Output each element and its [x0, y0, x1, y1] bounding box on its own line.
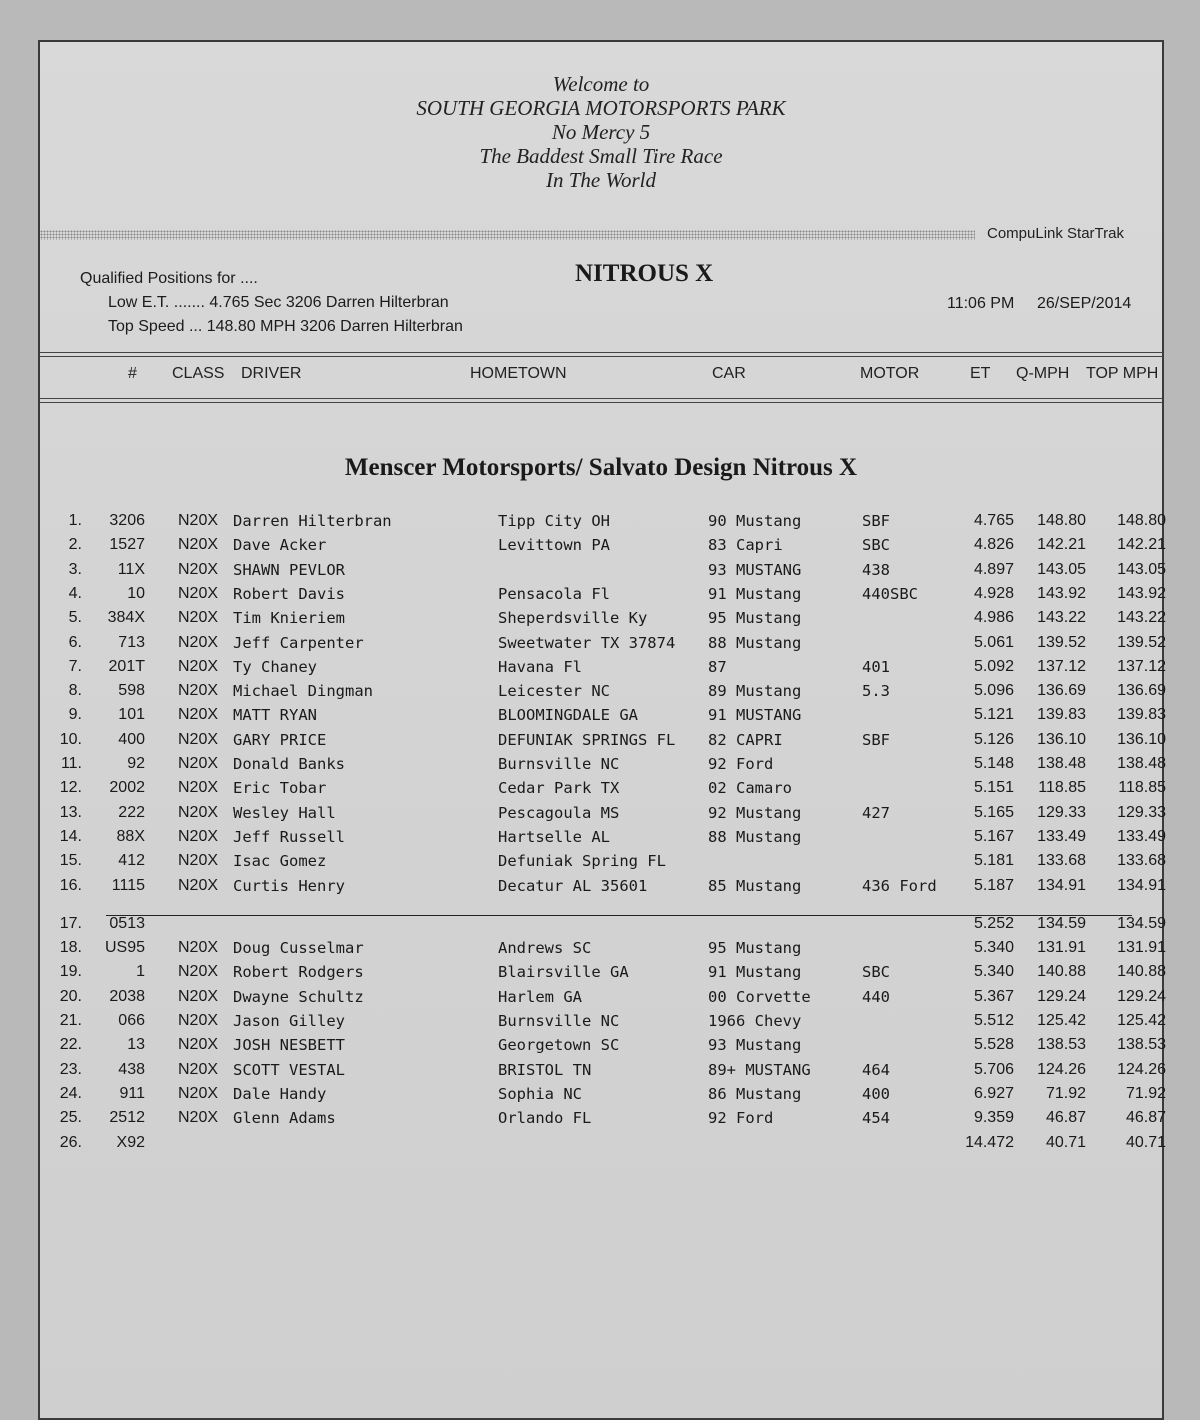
- row-position: 10.: [59, 730, 82, 748]
- qmph-value: 143.92: [1037, 584, 1086, 602]
- top-mph-value: 118.85: [1118, 779, 1166, 797]
- qmph-value: 131.91: [1037, 939, 1086, 957]
- table-row: [40, 560, 1166, 585]
- et-value: 5.512: [973, 1012, 1014, 1029]
- driver-name: Jeff Russell: [233, 827, 345, 846]
- top-mph-value: 139.83: [1117, 706, 1166, 724]
- driver-name: Doug Cusselmar: [233, 939, 364, 958]
- top-mph-value: 71.92: [1125, 1084, 1166, 1102]
- et-value: 5.126: [973, 730, 1014, 748]
- row-position: 13.: [59, 803, 82, 821]
- table-row: [40, 584, 1166, 609]
- row-position: 2.: [68, 536, 82, 554]
- qmph-value: 148.80: [1037, 512, 1086, 529]
- et-value: 4.765: [973, 512, 1014, 529]
- et-value: 5.121: [973, 706, 1014, 724]
- top-mph-value: 143.05: [1117, 560, 1166, 578]
- car-model: 92 Ford: [708, 755, 774, 773]
- row-position: 23.: [59, 1060, 82, 1078]
- table-row: [40, 939, 1166, 963]
- class-code: N20X: [178, 852, 219, 870]
- table-row: [40, 1084, 1166, 1109]
- hometown: Hartselle AL: [498, 827, 610, 846]
- et-value: 5.340: [973, 963, 1014, 981]
- car-number: 438: [118, 1060, 145, 1078]
- car-number: 1527: [109, 536, 145, 554]
- top-mph-value: 148.80: [1117, 512, 1166, 529]
- motor: 454: [862, 1109, 890, 1128]
- qmph-value: 71.92: [1045, 1084, 1086, 1102]
- class-code: N20X: [178, 803, 219, 821]
- row-position: 12.: [59, 779, 82, 797]
- driver-name: Curtis Henry: [233, 876, 345, 895]
- qmph-value: 140.88: [1037, 963, 1086, 981]
- top-mph-value: 142.21: [1117, 536, 1166, 554]
- et-value: 5.148: [973, 755, 1014, 772]
- class-code: N20X: [178, 755, 219, 772]
- car-model: 1966 Chevy: [708, 1012, 802, 1030]
- qmph-value: 40.71: [1045, 1133, 1086, 1151]
- class-code: N20X: [178, 657, 219, 675]
- table-row: [40, 706, 1166, 730]
- table-row: [40, 987, 1166, 1012]
- hometown: Burnsville NC: [498, 755, 620, 773]
- qmph-value: 134.91: [1037, 876, 1086, 894]
- top-mph-value: 134.91: [1117, 876, 1166, 894]
- motor: SBF: [862, 730, 890, 749]
- motor: SBF: [862, 512, 890, 530]
- car-model: 92 Ford: [708, 1109, 774, 1128]
- driver-name: Jeff Carpenter: [233, 633, 364, 652]
- table-row: [40, 914, 1166, 939]
- et-value: 5.061: [973, 633, 1014, 651]
- row-position: 19.: [59, 963, 82, 981]
- top-mph-value: 124.26: [1117, 1060, 1166, 1078]
- top-mph-value: 136.69: [1117, 682, 1166, 700]
- car-number: 222: [118, 803, 145, 821]
- hometown: Defuniak Spring FL: [498, 852, 666, 871]
- qmph-value: 125.42: [1037, 1012, 1086, 1029]
- hometown: Tipp City OH: [498, 512, 610, 530]
- car-number: 2002: [109, 779, 145, 797]
- et-value: 5.706: [973, 1060, 1014, 1078]
- driver-name: Wesley Hall: [233, 803, 336, 822]
- et-value: 14.472: [965, 1133, 1014, 1151]
- hometown: Georgetown SC: [498, 1036, 620, 1055]
- driver-name: Darren Hilterbran: [233, 512, 392, 530]
- car-model: 86 Mustang: [708, 1084, 802, 1103]
- table-row: [40, 1060, 1166, 1085]
- car-model: 91 Mustang: [708, 584, 802, 603]
- row-position: 18.: [59, 939, 82, 957]
- car-number: 066: [118, 1012, 145, 1029]
- table-row: [40, 1133, 1166, 1158]
- hometown: Orlando FL: [498, 1109, 592, 1128]
- top-mph-value: 131.91: [1117, 939, 1166, 957]
- welcome-line: SOUTH GEORGIA MOTORSPORTS PARK: [416, 96, 786, 120]
- et-value: 5.165: [973, 803, 1014, 821]
- brand-label: CompuLink StarTrak: [987, 225, 1124, 242]
- row-position: 26.: [59, 1133, 82, 1151]
- motor: SBC: [862, 963, 890, 982]
- et-value: 5.528: [973, 1036, 1014, 1054]
- class-code: N20X: [178, 633, 219, 651]
- row-position: 22.: [59, 1036, 82, 1054]
- class-code: N20X: [178, 512, 219, 529]
- driver-name: Robert Rodgers: [233, 963, 364, 982]
- motor: 400: [862, 1084, 890, 1103]
- qualified-positions-label: Qualified Positions for ....: [80, 270, 258, 287]
- car-number: 92: [127, 755, 145, 772]
- top-mph-value: 140.88: [1117, 963, 1166, 981]
- welcome-line: No Mercy 5: [551, 120, 651, 144]
- car-model: 00 Corvette: [708, 987, 811, 1006]
- car-number: 598: [118, 682, 145, 700]
- col-header-et: ET: [970, 365, 991, 382]
- car-number: 201T: [108, 657, 145, 675]
- top-mph-value: 46.87: [1125, 1109, 1166, 1127]
- motor: 440SBC: [862, 584, 918, 603]
- hometown: Blairsville GA: [498, 963, 629, 982]
- row-position: 3.: [68, 560, 82, 578]
- driver-name: GARY PRICE: [233, 730, 327, 749]
- car-number: US95: [104, 939, 145, 957]
- col-header-class: CLASS: [172, 365, 225, 382]
- welcome-line: In The World: [545, 168, 657, 192]
- et-value: 9.359: [973, 1109, 1014, 1127]
- top-mph-value: 40.71: [1125, 1133, 1166, 1151]
- car-model: 89 Mustang: [708, 682, 802, 701]
- results-sheet: [38, 40, 1164, 1420]
- hometown: Pensacola Fl: [498, 584, 610, 603]
- hometown: Decatur AL 35601: [498, 876, 648, 895]
- row-position: 20.: [59, 987, 82, 1005]
- car-number: 2038: [109, 987, 145, 1005]
- class-code: N20X: [178, 876, 219, 894]
- top-speed-line: Top Speed ... 148.80 MPH 3206 Darren Hilterbran: [108, 318, 463, 335]
- row-position: 4.: [68, 584, 82, 602]
- car-model: 85 Mustang: [708, 876, 802, 895]
- hometown: Sophia NC: [498, 1084, 582, 1103]
- top-mph-value: 133.68: [1117, 852, 1166, 870]
- class-code: N20X: [178, 1109, 219, 1127]
- car-number: 3206: [109, 512, 145, 529]
- col-header-car: CAR: [712, 365, 746, 382]
- car-model: 89+ MUSTANG: [708, 1060, 811, 1079]
- car-model: 02 Camaro: [708, 779, 792, 798]
- car-model: 91 Mustang: [708, 963, 802, 982]
- qmph-value: 136.69: [1037, 682, 1086, 700]
- car-number: 13: [127, 1036, 145, 1054]
- table-row: [40, 633, 1166, 658]
- qmph-value: 138.48: [1037, 755, 1086, 772]
- class-code: N20X: [178, 730, 219, 748]
- top-mph-value: 138.53: [1117, 1036, 1166, 1054]
- report-time: 11:06 PM: [947, 295, 1015, 312]
- qmph-value: 142.21: [1037, 536, 1086, 554]
- et-value: 5.252: [973, 914, 1014, 932]
- motor: 438: [862, 560, 890, 579]
- et-value: 4.928: [973, 584, 1014, 602]
- class-code: N20X: [178, 682, 219, 700]
- top-mph-value: 139.52: [1117, 633, 1166, 651]
- qmph-value: 118.85: [1038, 779, 1086, 797]
- class-code: N20X: [178, 987, 219, 1005]
- row-position: 8.: [68, 682, 82, 700]
- et-value: 5.187: [973, 876, 1014, 894]
- row-position: 11.: [60, 755, 82, 772]
- qmph-value: 133.49: [1037, 827, 1086, 845]
- row-position: 15.: [59, 852, 82, 870]
- top-mph-value: 136.10: [1117, 730, 1166, 748]
- qmph-value: 136.10: [1037, 730, 1086, 748]
- qmph-value: 143.22: [1037, 609, 1086, 627]
- row-position: 6.: [68, 633, 82, 651]
- car-model: 88 Mustang: [708, 827, 802, 846]
- class-code: N20X: [178, 560, 219, 578]
- class-code: N20X: [178, 779, 219, 797]
- qmph-value: 138.53: [1037, 1036, 1086, 1054]
- qmph-value: 139.83: [1037, 706, 1086, 724]
- driver-name: Tim Knieriem: [233, 609, 345, 628]
- class-code: N20X: [178, 706, 219, 724]
- row-position: 17.: [59, 914, 82, 932]
- row-position: 9.: [68, 706, 82, 724]
- et-value: 5.340: [973, 939, 1014, 957]
- et-value: 4.897: [973, 560, 1014, 578]
- et-value: 4.826: [973, 536, 1014, 554]
- car-number: 0513: [109, 914, 145, 932]
- car-number: 1115: [111, 876, 145, 894]
- motor: 5.3: [862, 682, 890, 701]
- class-code: N20X: [178, 536, 219, 554]
- report-date: 26/SEP/2014: [1037, 295, 1132, 312]
- table-row: [40, 963, 1166, 987]
- top-mph-value: 143.22: [1117, 609, 1166, 627]
- car-number: 412: [118, 852, 145, 870]
- col-header-driver: DRIVER: [241, 365, 302, 382]
- et-value: 5.151: [973, 779, 1014, 797]
- car-model: 88 Mustang: [708, 633, 802, 652]
- motor: SBC: [862, 536, 890, 555]
- car-model: 92 Mustang: [708, 803, 802, 822]
- hometown: Andrews SC: [498, 939, 592, 958]
- et-value: 4.986: [973, 609, 1014, 627]
- car-model: 93 Mustang: [708, 1036, 802, 1055]
- welcome-line: The Baddest Small Tire Race: [479, 144, 723, 168]
- driver-name: Dale Handy: [233, 1084, 327, 1103]
- top-mph-value: 143.92: [1117, 584, 1166, 602]
- class-code: N20X: [178, 1084, 219, 1102]
- hometown: Sheperdsville Ky: [498, 609, 648, 628]
- class-code: N20X: [178, 939, 219, 957]
- hometown: Burnsville NC: [498, 1012, 620, 1030]
- top-mph-value: 125.42: [1117, 1012, 1166, 1029]
- table-row: [40, 1109, 1166, 1133]
- et-value: 5.181: [973, 852, 1014, 870]
- hometown: BLOOMINGDALE GA: [498, 706, 638, 725]
- event-title: NITROUS X: [575, 260, 714, 287]
- row-position: 14.: [59, 827, 82, 845]
- driver-name: Eric Tobar: [233, 779, 327, 798]
- qmph-value: 143.05: [1037, 560, 1086, 578]
- qmph-value: 46.87: [1045, 1109, 1086, 1127]
- hometown: Leicester NC: [498, 682, 610, 701]
- class-code: N20X: [178, 963, 219, 981]
- qmph-value: 129.33: [1037, 803, 1086, 821]
- row-position: 21.: [59, 1012, 82, 1029]
- table-row: [40, 609, 1166, 633]
- row-position: 16.: [59, 876, 82, 894]
- car-model: 87: [708, 657, 727, 676]
- driver-name: Michael Dingman: [233, 682, 373, 701]
- driver-name: Dave Acker: [233, 536, 327, 555]
- car-model: 95 Mustang: [708, 609, 802, 628]
- results-table: [40, 42, 1166, 1418]
- row-position: 24.: [59, 1084, 82, 1102]
- car-number: 11X: [117, 560, 145, 578]
- qmph-value: 124.26: [1037, 1060, 1086, 1078]
- et-value: 5.367: [973, 987, 1014, 1005]
- table-row: [40, 852, 1166, 876]
- et-value: 5.096: [973, 682, 1014, 700]
- table-row: [40, 755, 1166, 779]
- hometown: Sweetwater TX 37874: [498, 633, 676, 652]
- top-mph-value: 129.24: [1117, 987, 1166, 1005]
- car-model: 90 Mustang: [708, 512, 802, 530]
- qmph-value: 139.52: [1037, 633, 1086, 651]
- qmph-value: 137.12: [1037, 657, 1086, 675]
- table-row: [40, 876, 1166, 901]
- driver-name: MATT RYAN: [233, 706, 317, 725]
- table-row: [40, 657, 1166, 682]
- class-code: N20X: [178, 1060, 219, 1078]
- driver-name: Robert Davis: [233, 584, 345, 603]
- col-header-qmph: Q-MPH: [1016, 365, 1070, 382]
- col-header-hometown: HOMETOWN: [470, 365, 567, 382]
- table-row: [40, 682, 1166, 706]
- car-model: 95 Mustang: [708, 939, 802, 958]
- row-position: 1.: [68, 512, 82, 529]
- class-code: N20X: [178, 609, 219, 627]
- row-position: 25.: [59, 1109, 82, 1127]
- table-row: [40, 1036, 1166, 1060]
- table-row: [40, 730, 1166, 755]
- driver-name: SCOTT VESTAL: [233, 1060, 345, 1079]
- top-mph-value: 138.48: [1117, 755, 1166, 772]
- section-title: Menscer Motorsports/ Salvato Design Nitrous X: [344, 454, 858, 481]
- table-row: [40, 536, 1166, 560]
- driver-name: Isac Gomez: [233, 852, 327, 871]
- hometown: Harlem GA: [498, 987, 582, 1006]
- top-mph-value: 129.33: [1117, 803, 1166, 821]
- hometown: Levittown PA: [498, 536, 610, 555]
- class-code: N20X: [178, 1012, 219, 1029]
- driver-name: JOSH NESBETT: [233, 1036, 345, 1055]
- col-header-topmph: TOP MPH: [1086, 365, 1159, 382]
- motor: 401: [862, 657, 890, 676]
- col-header-motor: MOTOR: [860, 365, 920, 382]
- hometown: Pescagoula MS: [498, 803, 620, 822]
- qmph-value: 134.59: [1037, 914, 1086, 932]
- row-position: 7.: [68, 657, 82, 675]
- car-number: 1: [136, 963, 145, 981]
- row-position: 5.: [68, 609, 82, 627]
- car-model: 82 CAPRI: [708, 730, 783, 749]
- col-header-num: #: [128, 365, 137, 382]
- et-value: 6.927: [973, 1084, 1014, 1102]
- driver-name: Glenn Adams: [233, 1109, 336, 1128]
- table-row: [40, 1012, 1166, 1036]
- table-row: [40, 512, 1166, 536]
- table-row: [40, 803, 1166, 828]
- motor: 464: [862, 1060, 890, 1079]
- motor: 427: [862, 803, 890, 822]
- car-number: 101: [118, 706, 145, 724]
- motor: 436 Ford: [862, 876, 937, 895]
- car-number: 88X: [116, 827, 145, 845]
- driver-name: SHAWN PEVLOR: [233, 560, 345, 579]
- driver-name: Donald Banks: [233, 755, 345, 773]
- et-value: 5.167: [973, 827, 1014, 845]
- class-code: N20X: [178, 827, 219, 845]
- hometown: Havana Fl: [498, 657, 582, 676]
- car-model: 91 MUSTANG: [708, 706, 802, 725]
- motor: 440: [862, 987, 890, 1006]
- qmph-value: 129.24: [1037, 987, 1086, 1005]
- et-value: 5.092: [973, 657, 1014, 675]
- car-model: 83 Capri: [708, 536, 783, 555]
- car-number: 911: [119, 1084, 145, 1102]
- hometown: BRISTOL TN: [498, 1060, 592, 1079]
- car-number: 2512: [109, 1109, 145, 1127]
- car-number: 384X: [107, 609, 145, 627]
- car-number: 400: [118, 730, 145, 748]
- class-code: N20X: [178, 1036, 219, 1054]
- hometown: DEFUNIAK SPRINGS FL: [498, 730, 676, 749]
- top-mph-value: 133.49: [1117, 827, 1166, 845]
- driver-name: Ty Chaney: [233, 657, 317, 676]
- welcome-line: Welcome to: [552, 72, 650, 96]
- car-number: 10: [127, 584, 145, 602]
- class-code: N20X: [178, 584, 219, 602]
- top-mph-value: 134.59: [1117, 914, 1166, 932]
- car-model: 93 MUSTANG: [708, 560, 802, 579]
- car-number: 713: [118, 633, 145, 651]
- driver-name: Dwayne Schultz: [233, 987, 364, 1006]
- car-number: X92: [116, 1133, 145, 1151]
- table-row: [40, 827, 1166, 852]
- low-et-line: Low E.T. ....... 4.765 Sec 3206 Darren Hilterbran: [108, 294, 449, 311]
- table-row: [40, 779, 1166, 803]
- top-mph-value: 137.12: [1117, 657, 1166, 675]
- qmph-value: 133.68: [1037, 852, 1086, 870]
- driver-name: Jason Gilley: [233, 1012, 345, 1030]
- hometown: Cedar Park TX: [498, 779, 620, 798]
